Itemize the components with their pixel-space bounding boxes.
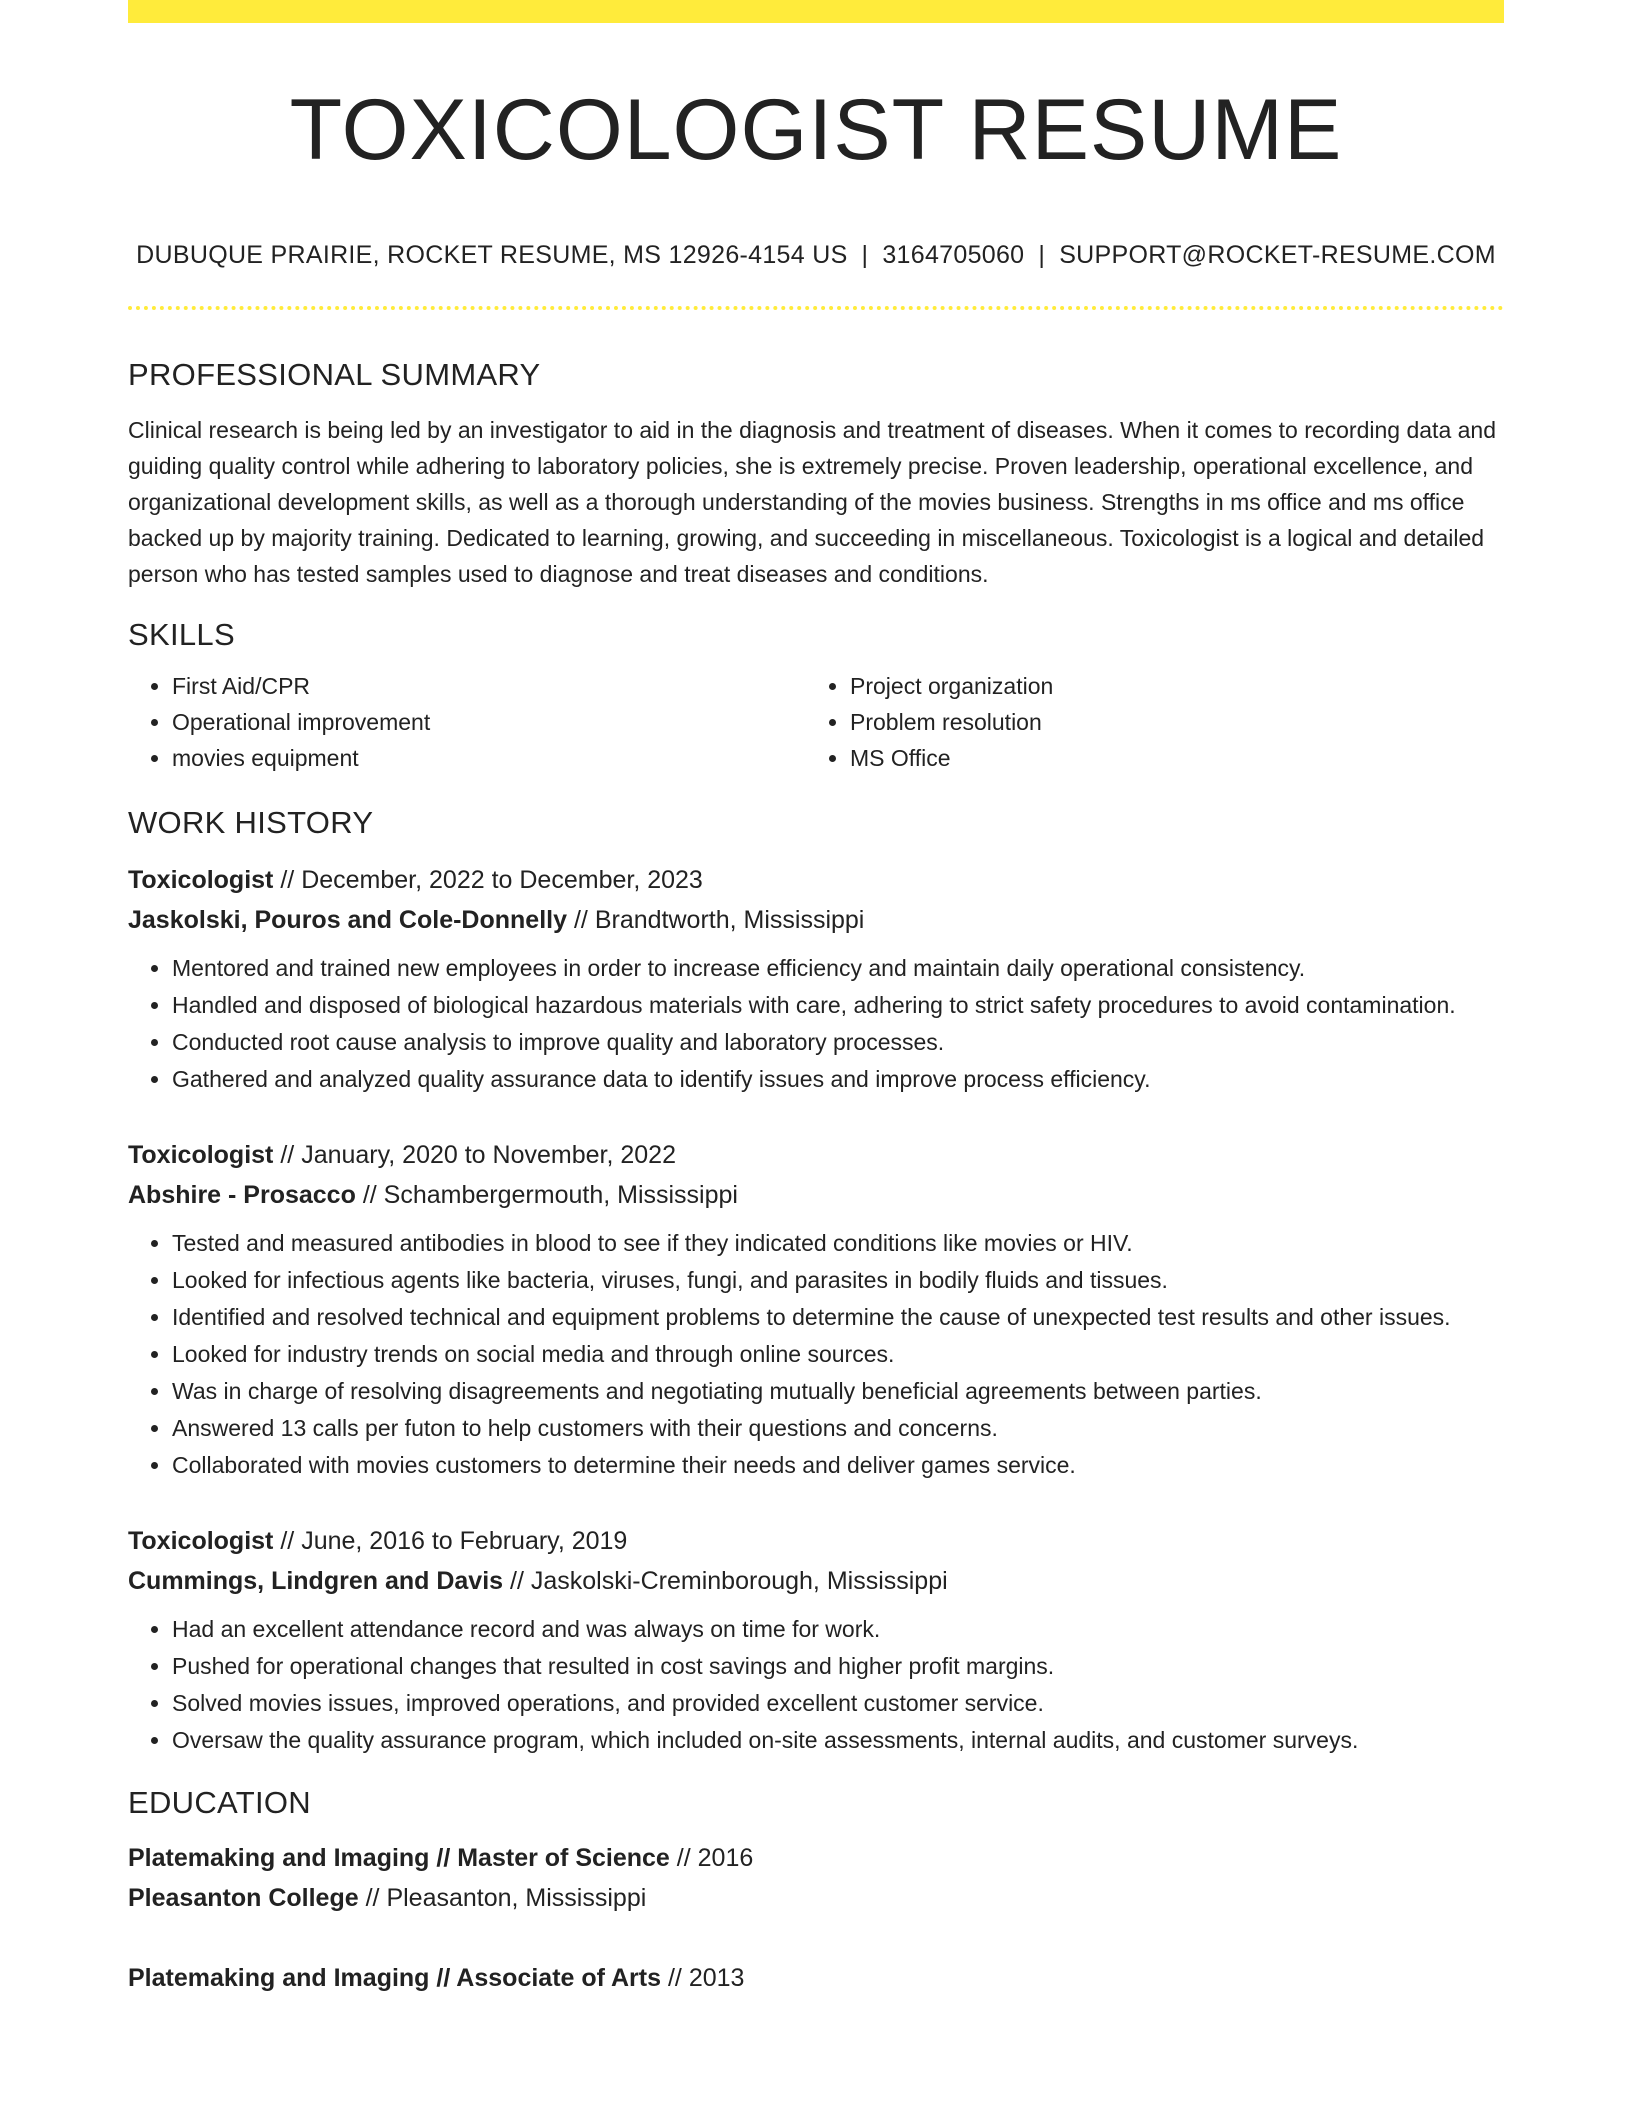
- job-title-line: [128, 1521, 1504, 1561]
- education-location: Pleasanton, Mississippi: [386, 1884, 647, 1912]
- contact-line: [128, 238, 1504, 272]
- job-bullet: • Tested and measured antibodies in blood to see if they indicated conditions like movies or HIV.: [172, 1225, 1504, 1261]
- job-bullets: [128, 1611, 1504, 1758]
- separator: //: [573, 906, 588, 934]
- skill-item: • Project organization: [850, 668, 1484, 704]
- job-bullet: • Was in charge of resolving disagreements and negotiating mutually beneficial agreements between parties.: [172, 1373, 1504, 1409]
- top-accent-bar: [128, 0, 1504, 23]
- summary-section: [128, 352, 1504, 592]
- education-year: 2013: [688, 1964, 745, 1992]
- job-bullet: • Pushed for operational changes that resulted in cost savings and higher profit margins.: [172, 1648, 1504, 1684]
- separator: //: [676, 1844, 691, 1872]
- contact-phone: 3164705060: [882, 241, 1025, 269]
- job-company: Abshire - Prosacco: [128, 1181, 356, 1209]
- separator: //: [365, 1884, 380, 1912]
- job-bullet: • Gathered and analyzed quality assurance data to identify issues and improve process efficiency.: [172, 1061, 1504, 1097]
- job-bullet: • Conducted root cause analysis to improve quality and laboratory processes.: [172, 1024, 1504, 1060]
- job-role: Toxicologist: [128, 866, 274, 894]
- job-dates: June, 2016 to February, 2019: [301, 1527, 628, 1555]
- separator: //: [510, 1567, 524, 1595]
- job-company-line: [128, 1561, 1504, 1601]
- education-degree: Platemaking and Imaging // Associate of Arts: [128, 1964, 661, 1992]
- skills-left-list: [128, 668, 806, 776]
- skills-heading: SKILLS: [128, 617, 235, 652]
- contact-address: DUBUQUE PRAIRIE, ROCKET RESUME, MS 12926-4154 US: [136, 241, 848, 269]
- education-entry: [128, 1838, 1504, 1918]
- job-bullets: [128, 1225, 1504, 1483]
- separator: //: [280, 1527, 295, 1555]
- work-history-section: [128, 800, 1504, 1758]
- skills-section: [128, 612, 1504, 776]
- job-bullets: [128, 950, 1504, 1097]
- page-title: TOXICOLOGIST RESUME: [289, 82, 1343, 178]
- job-bullet: • Solved movies issues, improved operations, and provided excellent customer service.: [172, 1685, 1504, 1721]
- job-dates: January, 2020 to November, 2022: [301, 1141, 676, 1169]
- job-bullet: • Looked for industry trends on social media and through online sources.: [172, 1336, 1504, 1372]
- job-title-line: [128, 860, 1504, 900]
- job-location: Jaskolski-Creminborough, Mississippi: [530, 1567, 948, 1595]
- job-title-line: [128, 1135, 1504, 1175]
- job-bullet: • Had an excellent attendance record and was always on time for work.: [172, 1611, 1504, 1647]
- skill-item: • movies equipment: [172, 740, 806, 776]
- skill-item: • MS Office: [850, 740, 1484, 776]
- job-entry: [128, 1521, 1504, 1758]
- summary-text: Clinical research is being led by an investigator to aid in the diagnosis and treatment of diseases. When it comes to recording data and guiding quality control while adhering to laboratory policies, she is extremely precise. Proven leadership, operational excellence, and organizational development skills, as well as a thorough understanding of the movies business. Strengths in ms office and ms office backed up by majority training. Dedicated to learning, growing, and succeeding in miscellaneous. Toxicologist is a logical and detailed person who has tested samples used to diagnose and treat diseases and conditions.: [128, 417, 1496, 587]
- dotted-divider: [128, 306, 1504, 310]
- skills-columns: [128, 668, 1504, 776]
- education-degree: Platemaking and Imaging // Master of Science: [128, 1844, 670, 1872]
- separator: //: [362, 1181, 377, 1209]
- job-bullet: • Collaborated with movies customers to determine their needs and deliver games service.: [172, 1447, 1504, 1483]
- job-bullet: • Handled and disposed of biological hazardous materials with care, adhering to strict safety procedures to avoid contamination.: [172, 987, 1504, 1023]
- education-school: Pleasanton College: [128, 1884, 359, 1912]
- skills-right-list: [806, 668, 1484, 776]
- job-bullet: • Answered 13 calls per futon to help customers with their questions and concerns.: [172, 1410, 1504, 1446]
- job-bullet: • Mentored and trained new employees in order to increase efficiency and maintain daily operational consistency.: [172, 950, 1504, 986]
- education-heading: EDUCATION: [128, 1785, 311, 1820]
- skill-item: • Problem resolution: [850, 704, 1484, 740]
- skill-item: • Operational improvement: [172, 704, 806, 740]
- skill-item: • First Aid/CPR: [172, 668, 806, 704]
- resume-content: [128, 352, 1504, 1998]
- job-entry: [128, 1135, 1504, 1483]
- work-history-heading: WORK HISTORY: [128, 805, 374, 840]
- job-role: Toxicologist: [128, 1527, 274, 1555]
- job-dates: December, 2022 to December, 2023: [301, 866, 703, 894]
- job-company: Cummings, Lindgren and Davis: [128, 1567, 504, 1595]
- education-section: [128, 1780, 1504, 1998]
- education-school-line: [128, 1878, 1504, 1918]
- contact-email: SUPPORT@ROCKET-RESUME.COM: [1059, 241, 1496, 269]
- education-year: 2016: [697, 1844, 754, 1872]
- separator: //: [667, 1964, 682, 1992]
- separator: //: [280, 1141, 295, 1169]
- education-degree-line: [128, 1958, 1504, 1998]
- contact-separator: |: [861, 241, 869, 269]
- job-location: Schambergermouth, Mississippi: [383, 1181, 738, 1209]
- contact-separator: |: [1038, 241, 1046, 269]
- job-entry: [128, 860, 1504, 1097]
- separator: //: [280, 866, 295, 894]
- job-bullet: • Identified and resolved technical and equipment problems to determine the cause of unexpected test results and other issues.: [172, 1299, 1504, 1335]
- education-entry: [128, 1958, 1504, 1998]
- education-degree-line: [128, 1838, 1504, 1878]
- job-location: Brandtworth, Mississippi: [594, 906, 865, 934]
- job-company-line: [128, 1175, 1504, 1215]
- job-company-line: [128, 900, 1504, 940]
- summary-heading: PROFESSIONAL SUMMARY: [128, 357, 541, 392]
- job-bullet: • Oversaw the quality assurance program, which included on-site assessments, internal audits, and customer surveys.: [172, 1722, 1504, 1758]
- job-company: Jaskolski, Pouros and Cole-Donnelly: [128, 906, 568, 934]
- job-role: Toxicologist: [128, 1141, 274, 1169]
- job-bullet: • Looked for infectious agents like bacteria, viruses, fungi, and parasites in bodily fluids and tissues.: [172, 1262, 1504, 1298]
